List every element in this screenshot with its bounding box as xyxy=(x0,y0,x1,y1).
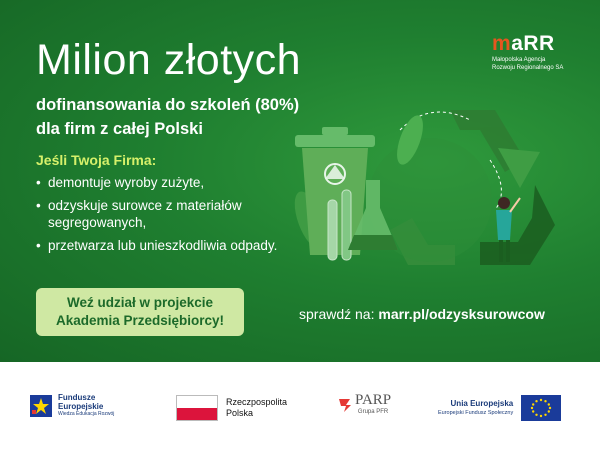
marr-logo-m: m xyxy=(492,32,512,55)
ue-line1: Unia Europejska xyxy=(450,399,514,408)
marr-line2: Rozwoju Regionalnego SA xyxy=(492,65,564,71)
fundusze-europejskie-icon xyxy=(30,395,52,417)
poland-flag-icon xyxy=(176,395,218,421)
fundusze-europejskie-logo[interactable] xyxy=(30,393,114,418)
parp-name: PARP xyxy=(355,392,392,408)
parp-icon xyxy=(338,397,352,413)
fe-line3: Wiedza Edukacja Rozwój xyxy=(58,411,115,417)
rp-line1: Rzeczpospolita xyxy=(226,397,288,407)
rzeczpospolita-logo[interactable] xyxy=(176,395,287,421)
rp-line2: Polska xyxy=(226,408,254,418)
parp-logo[interactable] xyxy=(338,393,391,416)
marr-logo[interactable] xyxy=(492,32,582,72)
check-link[interactable] xyxy=(299,306,545,322)
fe-line1: Fundusze xyxy=(58,393,96,402)
check-prefix: sprawdź na: xyxy=(299,306,375,322)
headline: Milion złotych xyxy=(36,36,302,84)
marr-line1: Małopolska Agencja xyxy=(492,57,546,63)
ue-line2: Europejski Fundusz Społeczny xyxy=(438,410,514,416)
recycling-illustration xyxy=(280,90,580,290)
join-project-button[interactable]: Weź udział w projekcie Akademia Przedsiębiorcy! xyxy=(36,288,244,336)
intro-text: Jeśli Twoja Firma: xyxy=(36,152,157,168)
subheadline: dofinansowania do szkoleń (80%) dla firm z całej Polski xyxy=(36,96,300,138)
fe-line2: Europejskie xyxy=(58,402,104,411)
list-item: • odzyskuje surowce z materiałów segregowanych, xyxy=(36,197,306,231)
marr-logo-rest: aRR xyxy=(511,32,555,55)
parp-sub: Grupa PFR xyxy=(357,409,389,415)
criteria-list xyxy=(36,174,306,260)
list-item: • demontuje wyroby zużyte, xyxy=(36,174,306,191)
check-url[interactable]: marr.pl/odzysksurowcow xyxy=(378,306,545,322)
eu-logo[interactable] xyxy=(438,395,561,421)
eu-flag-icon xyxy=(521,395,561,421)
list-item: • przetwarza lub unieszkodliwia odpady. xyxy=(36,237,306,254)
